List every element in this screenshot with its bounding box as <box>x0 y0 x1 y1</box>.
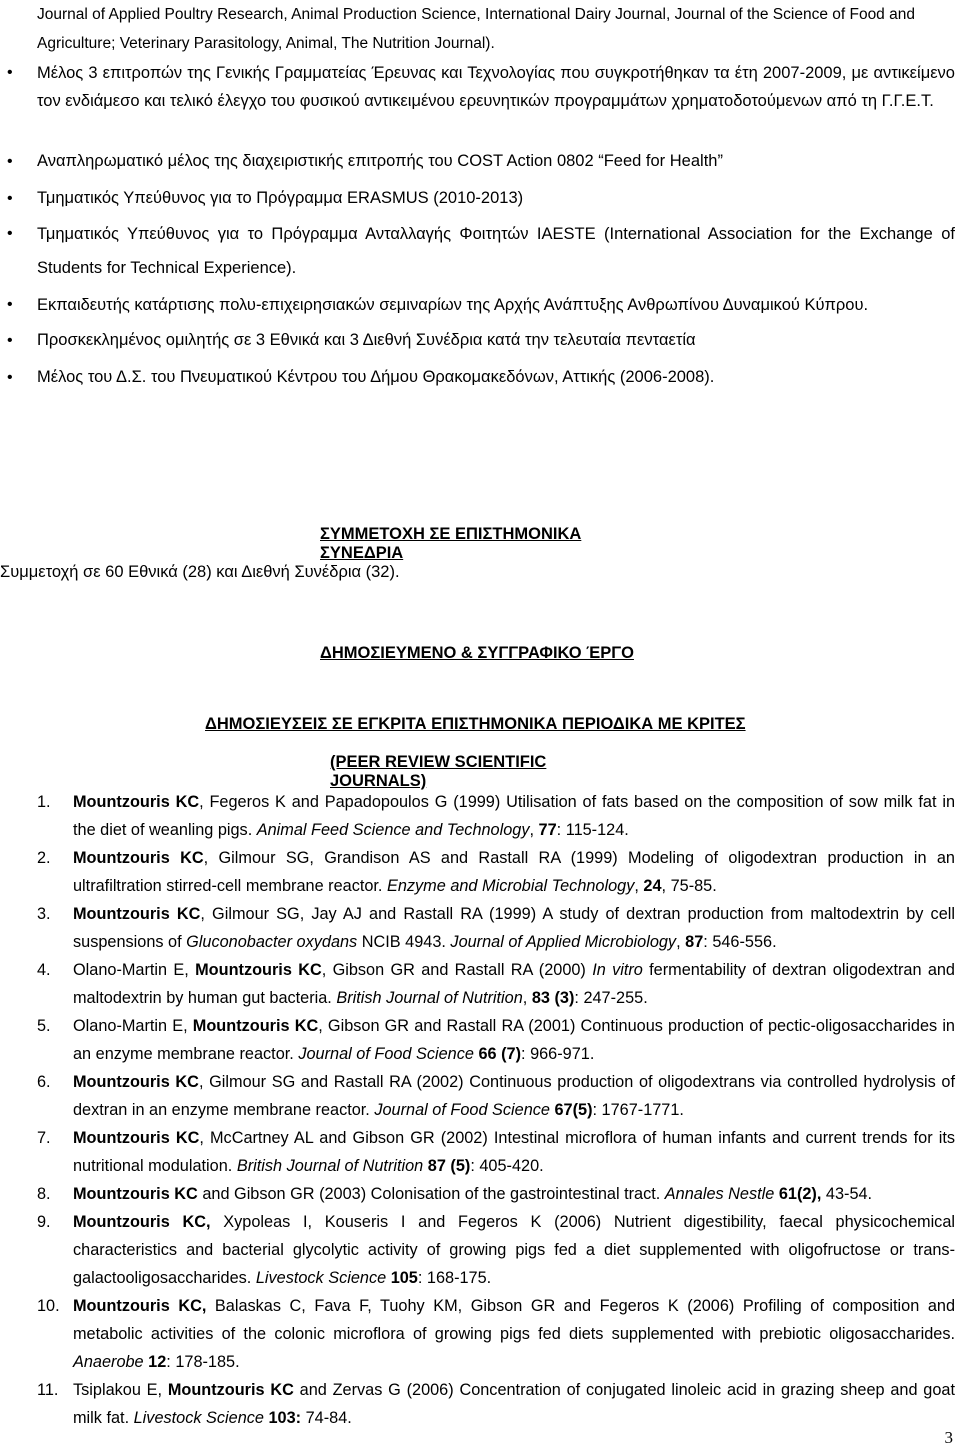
reference-list <box>37 788 955 1432</box>
reference-body: and Gibson GR (2003) Colonisation of the gastrointestinal tract. <box>197 1185 665 1203</box>
bullet-item: • Τμηματικός Υπεύθυνος για το Πρόγραμμα ERASMUS (2010-2013) <box>37 180 955 217</box>
reference-number: 5. <box>37 1017 51 1035</box>
pages: : 546-556. <box>703 933 777 951</box>
reference-body: , Gibson GR and Rastall RA (2000) <box>321 961 593 979</box>
reference-item <box>37 1180 955 1208</box>
reference-number: 3. <box>37 905 51 923</box>
pages: : 1767-1771. <box>592 1101 684 1119</box>
volume: 105 <box>390 1269 418 1287</box>
bullet-item: • Εκπαιδευτής κατάρτισης πολυ-επιχειρησιακών σεμιναρίων της Αρχής Ανάπτυξης Ανθρωπίνου Δυναμικού Κύπρου. <box>37 288 955 322</box>
reference-body: , Gilmour SG, Grandison AS and Rastall RA (1999) Modeling of oligodextran production in an ultrafiltration stirred-cell membrane reactor. <box>73 849 955 895</box>
author-highlight: Mountzouris KC <box>73 1073 199 1091</box>
pages: : 168-175. <box>417 1269 492 1287</box>
journal-name: Enzyme and Microbial Technology <box>386 877 635 895</box>
journal-name: Journal of Applied Microbiology <box>450 933 677 951</box>
coauthors-pre: Olano-Martin E, <box>73 1017 193 1035</box>
volume: 87 (5) <box>427 1157 471 1175</box>
journal-name: Journal of Food Science <box>298 1045 474 1063</box>
volume: 83 (3) <box>531 989 575 1007</box>
author-highlight: Mountzouris KC <box>167 1381 294 1399</box>
journal-name: Annales Nestle <box>664 1185 775 1203</box>
organism-name: Gluconobacter oxydans <box>186 933 358 951</box>
reference-body: , McCartney AL and Gibson GR (2002) Intestinal microflora of human infants and current trends for its nutritional modulation. <box>73 1129 955 1175</box>
volume: 66 (7) <box>478 1045 522 1063</box>
reference-number: 10. <box>37 1297 60 1315</box>
author-highlight: Mountzouris KC <box>73 1129 200 1147</box>
reference-body: and Zervas G (2006) Concentration of conjugated linoleic acid in grazing sheep and goat milk fat. <box>73 1381 955 1427</box>
published-heading: ΔΗΜΟΣΙΕΥΜΕΝΟ & ΣΥΓΓΡΑΦΙΚΟ ΈΡΓΟ <box>320 644 634 662</box>
reference-number: 11. <box>37 1381 59 1399</box>
volume: 12 <box>148 1353 167 1371</box>
reference-item <box>37 1292 955 1376</box>
pages: 74-84. <box>301 1409 352 1427</box>
published-subheading: ΔΗΜΟΣΙΕΥΣΕΙΣ ΣΕ ΕΓΚΡΙΤΑ ΕΠΙΣΤΗΜΟΝΙΚΑ ΠΕΡΙΟΔΙΚΑ ΜΕ ΚΡΙΤΕΣ <box>205 715 746 733</box>
reference-body: , Gibson GR and Rastall RA (2001) Continuous production of pectic-oligosaccharides in an enzyme membrane reactor. <box>73 1017 955 1063</box>
reference-body: Balaskas C, Fava F, Tuohy KM, Gibson GR and Fegeros K (2006) Profiling of composition and metabolic activities of the colonic microflora of growing pigs fed diets supplemented with prebiotic oligosaccharides. <box>73 1297 955 1343</box>
volume: 61(2), <box>778 1185 822 1203</box>
coauthors-pre: Olano-Martin E, <box>73 961 196 979</box>
journal-name: British Journal of Nutrition <box>336 989 523 1007</box>
journal-name: British Journal of Nutrition <box>236 1157 424 1175</box>
bullet-item: • Προσκεκλημένος ομιλητής σε 3 Εθνικά και 3 Διεθνή Συνέδρια κατά την τελευταία πενταετία <box>37 322 955 359</box>
reference-item: 1. Mountzouris KC, Fegeros K and Papadopoulos G (1999) Utilisation of fats based on the composition of sow milk fat in the diet of weanling pigs. Animal Feed Science and Technology, 77: 115-124. <box>37 788 955 844</box>
volume: 77 <box>538 821 557 839</box>
reference-number: 4. <box>37 961 51 979</box>
author-highlight: Mountzouris KC <box>192 1017 319 1035</box>
page-number: 3 <box>944 1428 953 1447</box>
reference-item: 4. Olano-Martin E, Mountzouris KC, Gibson GR and Rastall RA (2000) In vitro fermentability of dextran oligodextran and maltodextrin by human gut bacteria. British Journal of Nutrition, 83 (3): 247-255. <box>37 956 955 1012</box>
volume: 67(5) <box>554 1101 593 1119</box>
volume: 103: <box>268 1409 302 1427</box>
author-highlight: Mountzouris KC <box>73 1185 198 1203</box>
bullet-item: • Μέλος 3 επιτροπών της Γενικής Γραμματείας Έρευνας και Τεχνολογίας που συγκροτήθηκαν τα έτη 2007-2009, με αντικείμενο τον ενδιάμεσο και τελικό έλεγχο του φυσικού αντικειμένου ερευνητικών προγραμμάτων χρηματοδοτούμενων από τη Γ.Γ.Ε.Τ. <box>37 59 955 143</box>
reference-item <box>37 1012 955 1068</box>
volume: 87 <box>685 933 704 951</box>
coauthors-pre: Tsiplakou E, <box>73 1381 168 1399</box>
reference-body: Xypoleas I, Kouseris I and Fegeros K (2006) Nutrient digestibility, faecal physicochemical characteristics and bacterial glycolytic activity of growing pigs fed a diet supplemented with oligofructose or trans-galactooligosaccharides. <box>73 1213 955 1287</box>
reference-item <box>37 1068 955 1124</box>
pages: : 178-185. <box>166 1353 240 1371</box>
author-highlight: Mountzouris KC <box>195 961 322 979</box>
reference-number: 1. <box>37 793 51 811</box>
pages: , 75-85. <box>661 877 717 895</box>
reference-number: 9. <box>37 1213 51 1231</box>
bullet-item: • Αναπληρωματικό μέλος της διαχειριστικής επιτροπής του COST Action 0802 “Feed for Health” <box>37 143 955 180</box>
reference-body-cont: NCIB 4943. <box>357 933 451 951</box>
reference-number: 6. <box>37 1073 51 1091</box>
conferences-heading: ΣΥΜΜΕΤΟΧΗ ΣΕ ΕΠΙΣΤΗΜΟΝΙΚΑ ΣΥΝΕΔΡΙΑ <box>320 525 582 562</box>
reference-number: 7. <box>37 1129 51 1147</box>
author-highlight: Mountzouris KC <box>73 793 200 811</box>
conferences-text: Συμμετοχή σε 60 Εθνικά (28) και Διεθνή Συνέδρια (32). <box>0 563 400 581</box>
author-highlight: Mountzouris KC, <box>73 1213 211 1231</box>
peer-review-subheading: (PEER REVIEW SCIENTIFIC JOURNALS) <box>330 753 547 790</box>
italic-term: In vitro <box>592 961 643 979</box>
pages: : 966-971. <box>521 1045 595 1063</box>
reference-body-cont: fermentability of dextran oligodextran and maltodextrin by human gut bacteria. <box>73 961 955 1007</box>
reference-item: 3. Mountzouris KC, Gilmour SG, Jay AJ and Rastall RA (1999) A study of dextran production from maltodextrin by cell suspensions of Gluconobacter oxydans NCIB 4943. Journal of Applied Microbiology, 87: 546-556. <box>37 900 955 956</box>
reference-body: , Gilmour SG and Rastall RA (2002) Continuous production of oligodextrans via controlled hydrolysis of dextran in an enzyme membrane reactor. <box>73 1073 955 1119</box>
journal-name: Livestock Science <box>255 1269 387 1287</box>
volume: 24 <box>643 877 662 895</box>
continuation-text: Journal of Applied Poultry Research, Animal Production Science, International Dairy Journal, Journal of the Science of Food and Agriculture; Veterinary Parasitology, Animal, The Nutrition Journal). <box>37 6 915 52</box>
journal-name: Livestock Science <box>133 1409 264 1427</box>
reference-item <box>37 1124 955 1180</box>
pages: : 247-255. <box>574 989 648 1007</box>
reference-item <box>37 1376 955 1432</box>
reference-item: 2. Mountzouris KC, Gilmour SG, Grandison AS and Rastall RA (1999) Modeling of oligodextran production in an ultrafiltration stirred-cell membrane reactor. Enzyme and Microbial Technology, 24, 75-85. <box>37 844 955 900</box>
author-highlight: Mountzouris KC <box>73 849 204 867</box>
journal-name: Animal Feed Science and Technology <box>256 821 530 839</box>
reference-number: 2. <box>37 849 51 867</box>
bullet-list <box>37 59 955 396</box>
journal-name: Journal of Food Science <box>374 1101 550 1119</box>
reference-body: , Fegeros K and Papadopoulos G (1999) Utilisation of fats based on the composition of sow milk fat in the diet of weanling pigs. <box>73 793 955 839</box>
journal-name: Anaerobe <box>73 1353 144 1371</box>
author-highlight: Mountzouris KC, <box>73 1297 207 1315</box>
bullet-item: • Μέλος του Δ.Σ. του Πνευματικού Κέντρου του Δήμου Θρακομακεδόνων, Αττικής (2006-2008). <box>37 359 955 396</box>
author-highlight: Mountzouris KC <box>73 905 201 923</box>
pages: : 405-420. <box>470 1157 544 1175</box>
pages: : 115-124. <box>556 821 629 839</box>
reference-number: 8. <box>37 1185 51 1203</box>
pages: 43-54. <box>821 1185 873 1203</box>
reference-item <box>37 1208 955 1292</box>
reference-body: , Gilmour SG, Jay AJ and Rastall RA (1999) A study of dextran production from maltodextrin by cell suspensions of <box>73 905 955 951</box>
bullet-item: • Τμηματικός Υπεύθυνος για το Πρόγραμμα Ανταλλαγής Φοιτητών IAESTE (International Association for the Exchange of Students for Technical Experience). <box>37 217 955 285</box>
